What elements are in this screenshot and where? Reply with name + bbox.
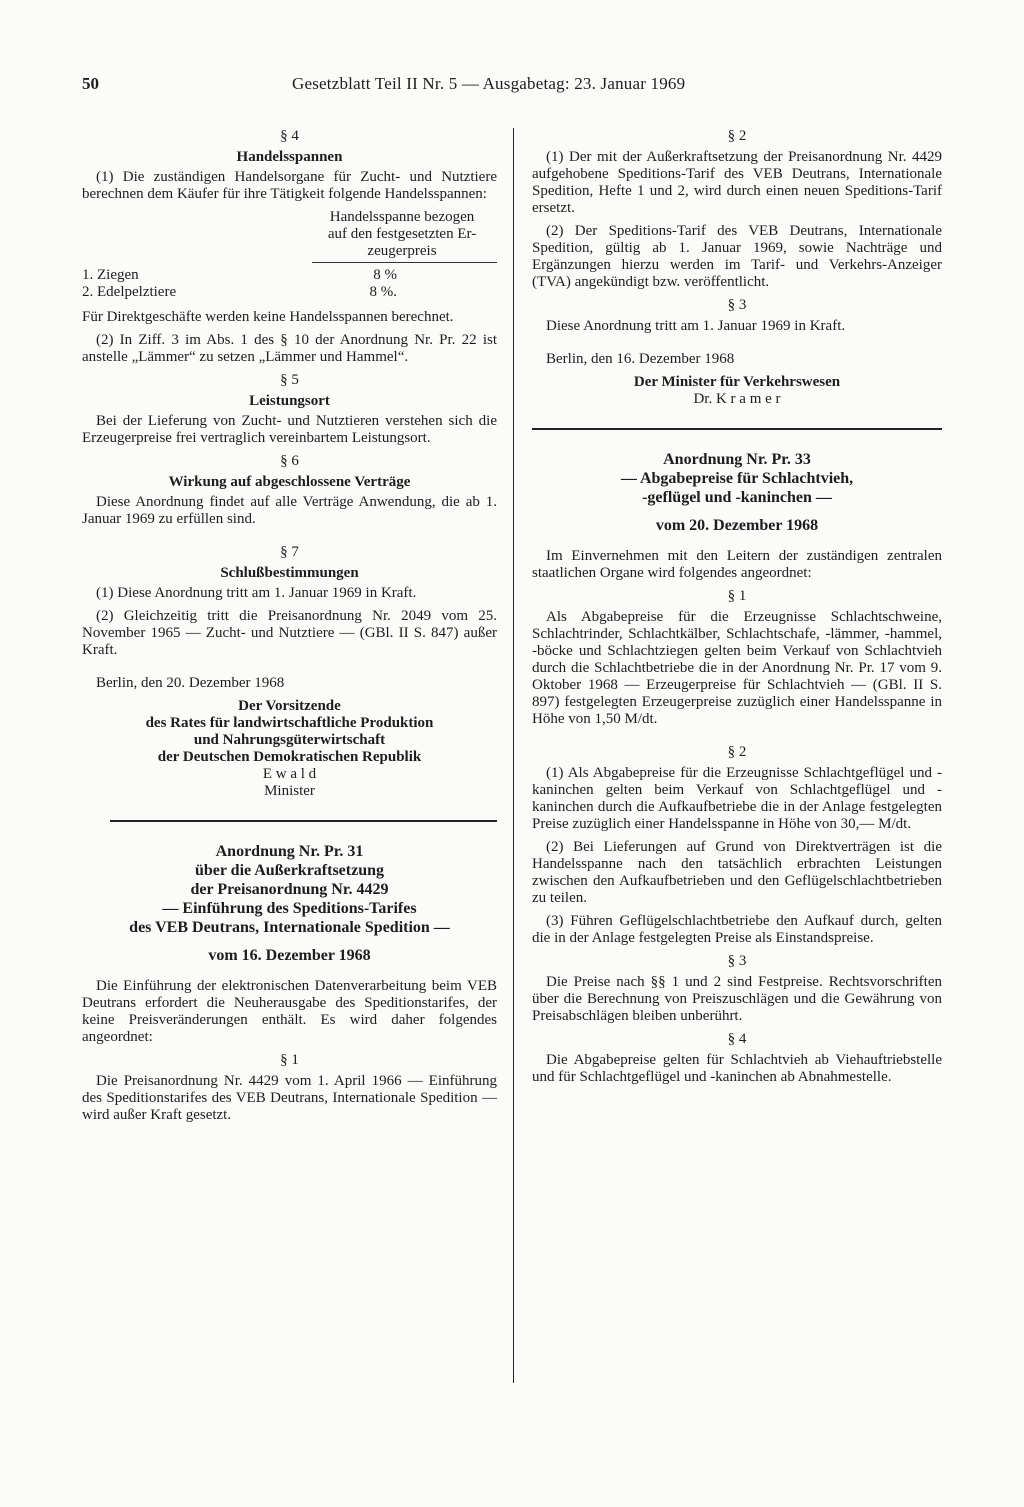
paragraph: (2) Bei Lieferungen auf Grund von Direktverträgen ist die Handelsspanne nach den tatsächlich erbrachten Leistungen zwischen den Aufkaufbetrieben und den Geflügelschlachtbetrieben zu teilen. — [532, 839, 942, 906]
page-number: 50 — [82, 74, 99, 93]
paragraph: Die Preise nach §§ 1 und 2 sind Festpreise. Rechtsvorschriften über die Berechnung von Preiszuschlägen und die Gewährung von Preisabschlägen bleiben unberührt. — [532, 974, 942, 1024]
paragraph: (1) Die zuständigen Handelsorgane für Zucht- und Nutztiere berechnen dem Käufer für ihre Tätigkeit folgende Handelsspannen: — [82, 169, 497, 202]
row-label: 1. Ziegen — [82, 267, 139, 283]
place-date: Berlin, den 20. Dezember 1968 — [96, 675, 285, 691]
section-heading: Schlußbestimmungen — [220, 565, 359, 581]
order-title-line: Anordnung Nr. Pr. 31 — [215, 843, 364, 860]
section-number: § 2 — [727, 744, 747, 760]
margin-table-header-line: zeugerpreis — [367, 243, 437, 259]
paragraph: Bei der Lieferung von Zucht- und Nutztieren verstehen sich die Erzeugerpreise frei vertraglich vereinbartem Leistungsort. — [82, 413, 497, 446]
paragraph: Die Einführung der elektronischen Datenverarbeitung beim VEB Deutrans erfordert die Neuherausgabe des Speditionstarifes, der keine Preisveränderungen enthält. Es wird daher folgendes angeordnet: — [82, 978, 497, 1045]
paragraph: Für Direktgeschäfte werden keine Handelsspannen berechnet. — [82, 309, 454, 325]
paragraph: Diese Anordnung findet auf alle Verträge Anwendung, die ab 1. Januar 1969 zu erfüllen sind. — [82, 494, 497, 527]
order-title — [82, 842, 497, 937]
order-title-line: Anordnung Nr. Pr. 33 — [663, 451, 811, 468]
signer-org: Der Minister für Verkehrswesen — [633, 374, 841, 390]
paragraph: (2) In Ziff. 3 im Abs. 1 des § 10 der Anordnung Nr. Pr. 22 ist anstelle „Lämmer“ zu setzen „Lämmer und Hammel“. — [82, 332, 497, 365]
column-divider — [513, 128, 514, 1383]
paragraph: Im Einvernehmen mit den Leitern der zuständigen zentralen staatlichen Organe wird folgendes angeordnet: — [532, 548, 942, 581]
signature-block — [532, 374, 942, 408]
section-number: § 3 — [727, 953, 747, 969]
running-head: Gesetzblatt Teil II Nr. 5 — Ausgabetag: 23. Januar 1969 — [292, 74, 686, 93]
section-number: § 7 — [280, 544, 299, 560]
section-number: § 1 — [280, 1052, 299, 1068]
paragraph: (2) Der Speditions-Tarif des VEB Deutrans, Internationale Spedition, gültig ab 1. Januar 1969, sowie Nachträge und Ergänzungen hierzu werden im Tarif- und Verkehrs-Anzeiger (TVA) angekündigt bzw. veröffentlicht. — [532, 223, 942, 290]
section-number: § 3 — [727, 297, 747, 313]
margin-table-rule — [312, 262, 497, 263]
paragraph: Diese Anordnung tritt am 1. Januar 1969 in Kraft. — [546, 318, 846, 334]
right-column — [532, 128, 942, 1092]
paragraph: (1) Der mit der Außerkraftsetzung der Preisanordnung Nr. 4429 aufgehobene Speditions-Tarif des VEB Deutrans, Internationale Spedition, Hefte 1 und 2, wird durch einen neuen Speditions-Tarif ersetzt. — [532, 149, 942, 216]
order-title-line: — Abgabepreise für Schlachtvieh, — [620, 470, 854, 487]
section-number: § 4 — [280, 128, 299, 144]
order-title-line: der Preisanordnung Nr. 4429 — [190, 881, 389, 898]
margin-table-row — [82, 267, 497, 284]
order-title-line: — Einführung des Speditions-Tarifes — [162, 900, 417, 917]
left-column — [82, 128, 497, 1130]
order-date: vom 20. Dezember 1968 — [655, 517, 819, 534]
order-date: vom 16. Dezember 1968 — [208, 947, 371, 964]
section-number: § 4 — [727, 1031, 747, 1047]
row-value: 8 %. — [369, 284, 397, 300]
paragraph: Die Preisanordnung Nr. 4429 vom 1. April 1966 — Einführung des Speditionstarifes des VEB Deutrans, Internationale Spedition — wird außer Kraft gesetzt. — [82, 1073, 497, 1123]
section-heading: Leistungsort — [249, 393, 330, 409]
page-header — [82, 75, 942, 97]
section-divider — [532, 428, 942, 430]
section-number: § 6 — [280, 453, 299, 469]
signer-org-line: der Deutschen Demokratischen Republik — [157, 749, 422, 765]
signer-name: Dr. K r a m e r — [693, 391, 781, 407]
paragraph: Die Abgabepreise gelten für Schlachtvieh ab Viehauftriebstelle und für Schlachtgeflügel und -kaninchen ab Abnahmestelle. — [532, 1052, 942, 1085]
margin-table-header-line: auf den festgesetzten Er- — [327, 226, 477, 242]
order-title-line: über die Außerkraftsetzung — [194, 862, 385, 879]
section-number: § 2 — [727, 128, 747, 144]
margin-table-header-line: Handelsspanne bezogen — [329, 209, 475, 225]
section-heading: Handelsspannen — [236, 149, 343, 165]
signer-title: Minister — [264, 783, 315, 799]
paragraph: (2) Gleichzeitig tritt die Preisanordnung Nr. 2049 vom 25. November 1965 — Zucht- und Nutztiere — (GBl. II S. 847) außer Kraft. — [82, 608, 497, 658]
row-label: 2. Edelpelztiere — [82, 284, 177, 300]
section-heading: Wirkung auf abgeschlossene Verträge — [168, 474, 411, 490]
paragraph: (3) Führen Geflügelschlachtbetriebe den Aufkauf durch, gelten die in der Anlage festgelegten Preise als Einstandspreise. — [532, 913, 942, 946]
row-value: 8 % — [373, 267, 397, 283]
paragraph: (1) Diese Anordnung tritt am 1. Januar 1969 in Kraft. — [96, 585, 417, 601]
signer-name: E w a l d — [262, 766, 317, 782]
margin-table-row — [82, 284, 497, 301]
signer-org-line: des Rates für landwirtschaftliche Produktion — [145, 715, 434, 731]
order-title-line: des VEB Deutrans, Internationale Spedition — — [129, 919, 450, 936]
order-title — [532, 450, 942, 507]
paragraph: Als Abgabepreise für die Erzeugnisse Schlachtschweine, Schlachtrinder, Schlachtkälber, Schlachtschafe, -lämmer, -hammel, -böcke und Schlachtziegen gelten beim Verkauf von Schlachtvieh durch die Schlachtbetriebe die in der Anordnung Nr. Pr. 17 vom 9. Oktober 1968 — Erzeugerpreise für Schlachtvieh — (GBl. II S. 897) festgelegten Erzeugerpreise zuzüglich einer Handelsspanne in Höhe von 1,50 M/dt. — [532, 609, 942, 727]
margin-table — [82, 209, 497, 301]
place-date: Berlin, den 16. Dezember 1968 — [546, 351, 735, 367]
signer-org-line: Der Vorsitzende — [238, 698, 341, 714]
section-number: § 1 — [727, 588, 747, 604]
section-number: § 5 — [280, 372, 299, 388]
margin-table-header — [307, 209, 497, 260]
paragraph: (1) Als Abgabepreise für die Erzeugnisse Schlachtgeflügel und -kaninchen gelten beim Verkauf von Schlachtgeflügel und -kaninchen durch die Aufkaufbetriebe die in der Anlage festgelegten Preise zuzüglich einer Handelsspanne in Höhe von 30,— M/dt. — [532, 765, 942, 832]
signature-block — [82, 698, 497, 800]
signer-org-line: und Nahrungsgüterwirtschaft — [193, 732, 386, 748]
section-divider — [110, 820, 497, 822]
order-title-line: -geflügel und -kaninchen — — [642, 489, 832, 506]
